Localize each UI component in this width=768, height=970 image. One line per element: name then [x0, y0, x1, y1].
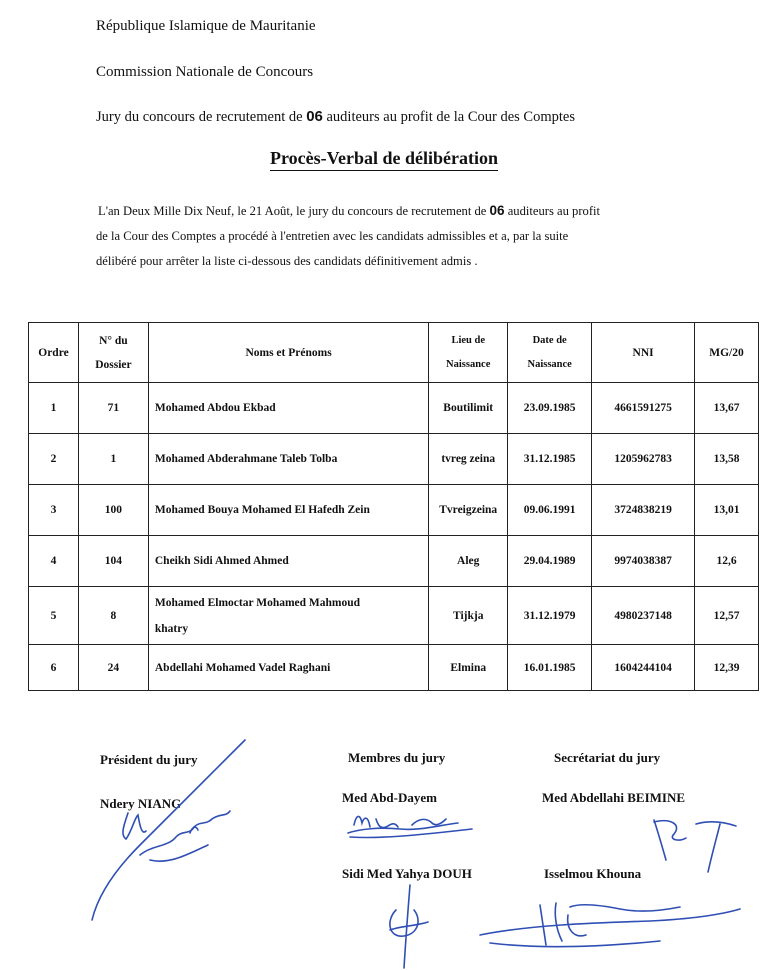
cell-nni: 1604244104	[592, 645, 695, 691]
secretariat-role-label: Secrétariat du jury	[554, 750, 661, 765]
results-table	[28, 322, 759, 691]
header-noms: Noms et Prénoms	[148, 323, 428, 383]
president-name: Ndery NIANG	[100, 796, 182, 811]
header-dossier	[78, 323, 148, 383]
secretariat-name: Med Abdellahi BEIMINE	[542, 790, 686, 805]
intro-line-1-suffix: auditeurs au profit	[504, 204, 601, 218]
cell-nni: 4661591275	[592, 383, 695, 434]
cell-nom: Abdellahi Mohamed Vadel Raghani	[148, 645, 428, 691]
document-title-text: Procès-Verbal de délibération	[270, 148, 498, 171]
cell-mg: 12,39	[695, 645, 759, 691]
cell-lieu: Elmina	[429, 645, 508, 691]
table-row	[29, 434, 759, 485]
jury-suffix: auditeurs au profit de la Cour des Comptes	[322, 109, 575, 125]
table-row	[29, 645, 759, 691]
header-nni: NNI	[592, 323, 695, 383]
cell-nni: 1205962783	[592, 434, 695, 485]
cell-lieu: tvreg zeina	[429, 434, 508, 485]
header-lieu-line1: Lieu de	[451, 334, 485, 346]
table-row	[29, 383, 759, 434]
cell-lieu: Tijkja	[429, 587, 508, 645]
cell-dossier: 100	[78, 485, 148, 536]
jury-line	[96, 108, 575, 126]
header-ordre: Ordre	[29, 323, 79, 383]
cell-mg: 12,57	[695, 587, 759, 645]
header-lieu-line2: Naissance	[446, 358, 491, 370]
country-line: République Islamique de Mauritanie	[96, 18, 316, 34]
header-lieu	[429, 323, 508, 383]
president-signature	[80, 735, 270, 935]
table-row	[29, 536, 759, 587]
cell-date: 09.06.1991	[508, 485, 592, 536]
header-dossier-line2: Dossier	[95, 358, 132, 371]
header-mg: MG/20	[695, 323, 759, 383]
cell-nni: 3724838219	[592, 485, 695, 536]
cell-nom-line2: khatry	[154, 622, 189, 635]
member3-name: Isselmou Khouna	[544, 866, 642, 881]
cell-nom-line1: Mohamed Elmoctar Mohamed Mahmoud	[154, 596, 361, 609]
cell-date: 31.12.1979	[508, 587, 592, 645]
cell-ordre: 2	[29, 434, 79, 485]
cell-nom: Mohamed Abdou Ekbad	[148, 383, 428, 434]
cell-nom: Mohamed Bouya Mohamed El Hafedh Zein	[148, 485, 428, 536]
cell-ordre: 6	[29, 645, 79, 691]
cell-date: 29.04.1989	[508, 536, 592, 587]
jury-number: 06	[306, 108, 323, 125]
president-role-label: Président du jury	[100, 752, 198, 767]
cell-nni: 4980237148	[592, 587, 695, 645]
cell-nom: Cheikh Sidi Ahmed Ahmed	[148, 536, 428, 587]
member2-signature	[370, 880, 450, 970]
header-date	[508, 323, 592, 383]
intro-line-1-number: 06	[489, 203, 505, 218]
member1-name: Med Abd-Dayem	[342, 790, 437, 805]
jury-prefix: Jury du concours de recrutement de	[96, 109, 307, 125]
header-dossier-line1: N° du	[99, 334, 128, 347]
header-date-line2: Naissance	[527, 358, 572, 370]
table-row	[29, 587, 759, 645]
cell-dossier: 24	[78, 645, 148, 691]
cell-lieu: Aleg	[429, 536, 508, 587]
cell-mg: 13,67	[695, 383, 759, 434]
member3-signature	[470, 885, 750, 960]
cell-mg: 13,01	[695, 485, 759, 536]
commission-line: Commission Nationale de Concours	[96, 64, 314, 80]
intro-line-2: de la Cour des Comptes a procédé à l'entretien avec les candidats admissibles et a, par la suite	[96, 229, 569, 243]
intro-paragraph	[96, 198, 696, 274]
cell-dossier: 104	[78, 536, 148, 587]
secretariat-signature	[640, 810, 750, 880]
cell-date: 16.01.1985	[508, 645, 592, 691]
cell-date: 31.12.1985	[508, 434, 592, 485]
cell-nni: 9974038387	[592, 536, 695, 587]
cell-ordre: 5	[29, 587, 79, 645]
cell-nom: Mohamed Abderahmane Taleb Tolba	[148, 434, 428, 485]
cell-mg: 13,58	[695, 434, 759, 485]
cell-dossier: 1	[78, 434, 148, 485]
header-date-line1: Date de	[532, 334, 567, 346]
intro-line-3: délibéré pour arrêter la liste ci-dessous des candidats définitivement admis .	[96, 254, 478, 268]
member2-name: Sidi Med Yahya DOUH	[342, 866, 472, 881]
table-row	[29, 485, 759, 536]
intro-line-1-prefix: L'an Deux Mille Dix Neuf, le 21 Août, le jury du concours de recrutement de	[98, 204, 490, 218]
cell-dossier: 71	[78, 383, 148, 434]
cell-lieu: Tvreigzeina	[429, 485, 508, 536]
cell-mg: 12,6	[695, 536, 759, 587]
cell-dossier: 8	[78, 587, 148, 645]
members-role-label: Membres du jury	[348, 750, 446, 765]
cell-ordre: 1	[29, 383, 79, 434]
table-header-row	[29, 323, 759, 383]
document-title	[0, 148, 768, 169]
cell-ordre: 4	[29, 536, 79, 587]
cell-lieu: Boutilimit	[429, 383, 508, 434]
member1-signature	[340, 805, 480, 845]
intro-line-1	[96, 198, 696, 224]
cell-nom	[148, 587, 428, 645]
cell-date: 23.09.1985	[508, 383, 592, 434]
cell-ordre: 3	[29, 485, 79, 536]
